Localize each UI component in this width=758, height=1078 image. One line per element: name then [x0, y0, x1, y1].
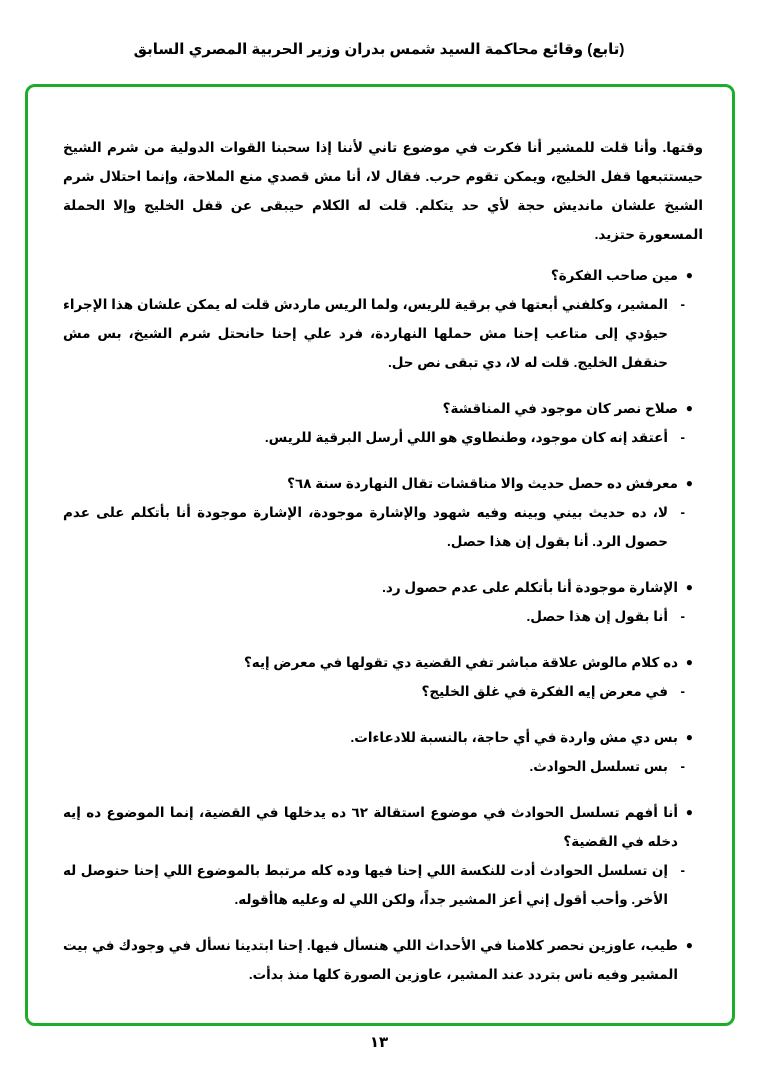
qa-item: [63, 931, 703, 989]
qa-item: [63, 469, 703, 556]
dash-icon: -: [680, 684, 685, 699]
question-text: معرفش ده حصل حديث والا مناقشات تقال النهاردة سنة ٦٨؟: [287, 476, 678, 491]
dash-icon: -: [680, 759, 685, 774]
bullet-icon: ●: [685, 938, 693, 952]
answer-text: في معرض إيه الفكرة في غلق الخليج؟: [421, 684, 668, 699]
answer-text: أعتقد إنه كان موجود، وطنطاوي هو اللي أرسل البرقية للريس.: [264, 430, 668, 445]
qa-item: [63, 723, 703, 781]
answer: [63, 677, 703, 706]
qa-item: [63, 573, 703, 631]
page-number: ١٣: [369, 1034, 389, 1051]
question-text: بس دي مش واردة في أي حاجة، بالنسبة للادعاءات.: [350, 730, 678, 745]
question-text: مين صاحب الفكرة؟: [550, 268, 678, 283]
answer-text: إن تسلسل الحوادث أدت للنكسة اللي إحنا فيها وده كله مرتبط بالموضوع اللي إحنا حنوصل له الأخر. وأحب أقول إني أعز المشير جداً، ولكن اللي له وعليه هاأقوله.: [63, 863, 668, 907]
answer: [63, 498, 703, 556]
answer: [63, 290, 703, 377]
qa-item: [63, 394, 703, 452]
dash-icon: -: [680, 863, 685, 878]
answer: [63, 602, 703, 631]
answer-text: أنا بقول إن هذا حصل.: [526, 609, 668, 624]
bullet-icon: ●: [685, 580, 693, 594]
qa-list: [63, 261, 703, 989]
question: [63, 469, 703, 498]
question: [63, 648, 703, 677]
dash-icon: -: [680, 297, 685, 312]
question-text: ده كلام مالوش علاقة مباشر تفي القضية دي تقولها في معرض إيه؟: [243, 655, 678, 670]
qa-item: [63, 261, 703, 377]
answer: [63, 856, 703, 914]
question: [63, 798, 703, 856]
question: [63, 723, 703, 752]
bullet-icon: ●: [685, 476, 693, 490]
document-body: [63, 133, 703, 1006]
question: [63, 394, 703, 423]
question-text: صلاح نصر كان موجود في المناقشة؟: [442, 401, 678, 416]
bullet-icon: ●: [685, 730, 693, 744]
bullet-icon: ●: [685, 401, 693, 415]
bullet-icon: ●: [685, 805, 693, 819]
answer: [63, 752, 703, 781]
question-text: أنا أفهم تسلسل الحوادث في موضوع استقالة ٦٢ ده يدخلها في القضية، إنما الموضوع ده إيه دخله في القضية؟: [63, 805, 678, 849]
question: [63, 573, 703, 602]
document-header: (تابع) وقائع محاكمة السيد شمس بدران وزير الحربية المصري السابق: [133, 41, 625, 58]
intro-paragraph: وقتها. وأنا قلت للمشير أنا فكرت في موضوع تاني لأننا إذا سحبنا القوات الدولية من شرم الشيخ حيستتبعها قفل الخليج، ويمكن تقوم حرب. فقال لا، أنا مش قصدي منع الملاحة، وإنما احتلال شرم الشيخ علشان مانديش حجة لأي حد يتكلم. قلت له الكلام حيبقى عن قفل الخليج وإلا الحملة المسعورة حتزيد.: [63, 140, 703, 242]
question-text: طيب، عاوزين نحصر كلامنا في الأحداث اللي هنسأل فيها. إحنا ابتدينا نسأل في وجودك في بيت المشير وفيه ناس بتردد عند المشير، عاوزين الصورة كلها منذ بدأت.: [63, 938, 678, 982]
question-text: الإشارة موجودة أنا بأتكلم على عدم حصول رد.: [382, 580, 678, 595]
answer-text: بس تسلسل الحوادث.: [529, 759, 668, 774]
qa-item: [63, 798, 703, 914]
dash-icon: -: [680, 505, 685, 520]
answer: [63, 423, 703, 452]
qa-item: [63, 648, 703, 706]
answer-text: لا، ده حديث بيني وبينه وفيه شهود والإشارة موجودة، الإشارة موجودة أنا بأتكلم على عدم حصول الرد. أنا بقول إن هذا حصل.: [63, 505, 668, 549]
question: [63, 261, 703, 290]
bullet-icon: ●: [685, 655, 693, 669]
bullet-icon: ●: [685, 268, 693, 282]
dash-icon: -: [680, 609, 685, 624]
dash-icon: -: [680, 430, 685, 445]
answer-text: المشير، وكلفني أبعتها في برقية للريس، ولما الريس ماردش قلت له يمكن علشان هذا الإجراء حيؤدي إلى متاعب إحنا مش حملها النهاردة، فرد علي إحنا حانحتل شرم الشيخ، بس مش حنقفل الخليج. قلت له لا، دي تبقى نص حل.: [63, 297, 668, 370]
question: [63, 931, 703, 989]
